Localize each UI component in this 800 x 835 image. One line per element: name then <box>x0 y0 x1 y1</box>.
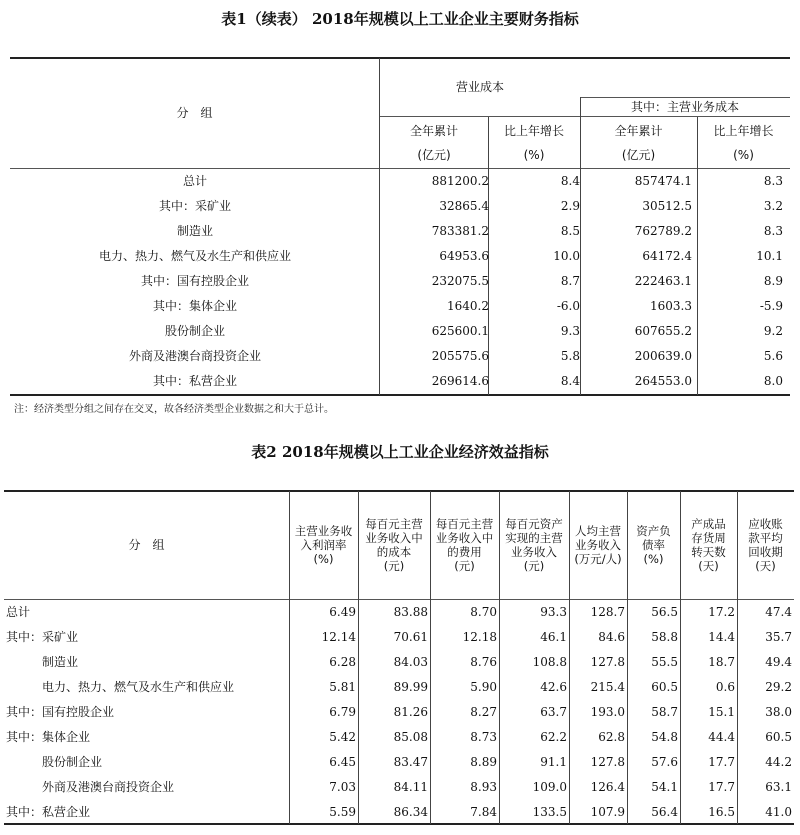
table2-cell: 62.2 <box>540 730 567 744</box>
table1-cell: 30512.5 <box>642 199 692 213</box>
table1-col-header: 比上年增长 <box>713 124 774 138</box>
table2-col-header: (元) <box>383 559 405 573</box>
table2-col-header: 每百元主营 <box>435 517 494 531</box>
table2-cell: 8.76 <box>470 655 497 669</box>
table2-cell: 56.4 <box>651 805 678 819</box>
table2-header-bottom-rule <box>4 599 794 600</box>
table2-cell: 55.5 <box>651 655 678 669</box>
table2-cell: 85.08 <box>393 730 428 744</box>
table2-col-header: 每百元主营 <box>365 517 423 531</box>
table2-cell: 70.61 <box>393 630 428 644</box>
table2-cell: 44.4 <box>708 730 735 744</box>
table2-col-header: 产成品 <box>691 517 726 531</box>
table2-cell: 47.4 <box>765 605 792 619</box>
table2-col-header: 入利润率 <box>300 538 347 552</box>
table1-row-label: 制造业 <box>176 224 213 238</box>
table2-cell: 60.5 <box>765 730 792 744</box>
table2-col-header: 主营业务收 <box>294 524 353 538</box>
table2-cell: 15.1 <box>708 705 735 719</box>
table2-cell: 57.6 <box>651 755 678 769</box>
table2-cell: 89.99 <box>393 680 428 694</box>
table2-cell: 54.1 <box>651 780 678 794</box>
table1-cell: 269614.6 <box>431 374 489 388</box>
table2-cell: 193.0 <box>590 705 625 719</box>
table2-col-header: (%) <box>313 552 334 566</box>
table2-cell: 6.28 <box>329 655 356 669</box>
table2-col-header: 存货周 <box>691 531 726 545</box>
table2-cell: 38.0 <box>765 705 792 719</box>
table1-col-unit: (%) <box>733 148 754 162</box>
table2-col-header: 的成本 <box>376 545 412 559</box>
table1-group-header: 分 组 <box>176 106 213 120</box>
table2-cell: 81.26 <box>393 705 428 719</box>
table2-col-header: (%) <box>643 552 664 566</box>
table2-cell: 60.5 <box>651 680 678 694</box>
table2-title: 表2 2018年规模以上工业企业经济效益指标 <box>251 443 549 461</box>
table2-cell: 41.0 <box>765 805 792 819</box>
table2-cell: 127.8 <box>590 755 625 769</box>
table1-colhead-rule <box>380 116 790 117</box>
table2-cell: 84.11 <box>393 780 428 794</box>
table2-col-header: 实现的主营 <box>505 531 563 545</box>
table1-cell: 2.9 <box>560 199 580 213</box>
table2-cell: 84.6 <box>598 630 625 644</box>
table2-col-header: 资产负 <box>636 524 671 538</box>
table1-cell: 3.2 <box>763 199 783 213</box>
table2-cell: 8.89 <box>470 755 497 769</box>
table1-cell: 264553.0 <box>634 374 692 388</box>
table2-row-label: 其中：采矿业 <box>6 630 79 644</box>
table2-cell: 17.7 <box>708 755 735 769</box>
table1-cell: 8.7 <box>560 274 580 288</box>
table1-row-label: 总计 <box>182 174 207 188</box>
table2-cell: 215.4 <box>590 680 625 694</box>
table1-cell: 881200.2 <box>431 174 489 188</box>
table2-cell: 58.7 <box>651 705 678 719</box>
table2-cell: 5.42 <box>329 730 356 744</box>
table1-cell: 8.4 <box>560 374 580 388</box>
table2-cell: 56.5 <box>651 605 678 619</box>
table2-cell: 133.5 <box>532 805 567 819</box>
table1-cell: 10.1 <box>756 249 783 263</box>
table1-cell: -6.0 <box>556 299 580 313</box>
table1-title: 表1（续表） 2018年规模以上工业企业主要财务指标 <box>221 10 579 28</box>
table1-cell: 64953.6 <box>439 249 489 263</box>
table2-col-header: 业务收入中 <box>365 531 423 545</box>
table2-cell: 16.5 <box>708 805 735 819</box>
table2-row-label: 其中：国有控股企业 <box>6 705 115 719</box>
table2-cell: 62.8 <box>598 730 625 744</box>
table1-sub-rule <box>580 97 790 98</box>
table2-top-rule <box>4 490 794 492</box>
table2-col-header: 债率 <box>642 538 665 552</box>
table2-cell: 8.93 <box>470 780 497 794</box>
table2-cell: 8.70 <box>470 605 497 619</box>
table1-top-rule <box>10 57 790 59</box>
table1-cell: 32865.4 <box>439 199 489 213</box>
table1-row-label: 其中：国有控股企业 <box>140 274 249 288</box>
table1-cell: 200639.0 <box>634 349 692 363</box>
table2-cell: 7.03 <box>329 780 356 794</box>
table2-col-header: (万元/人) <box>574 552 622 566</box>
table2-cell: 17.2 <box>708 605 735 619</box>
table1-row-label: 其中：集体企业 <box>152 299 237 313</box>
table2-cell: 63.7 <box>540 705 567 719</box>
table1-cell: 8.9 <box>763 274 783 288</box>
table2-cell: 5.59 <box>329 805 356 819</box>
table2-cell: 109.0 <box>532 780 567 794</box>
table2-cell: 63.1 <box>765 780 792 794</box>
table2-col-header: (天) <box>755 559 776 573</box>
table2-cell: 86.34 <box>393 805 428 819</box>
table2-row-label: 总计 <box>6 605 31 619</box>
table2-col-header: (天) <box>698 559 719 573</box>
table2-cell: 6.79 <box>329 705 356 719</box>
table2-row-label: 其中：集体企业 <box>6 730 91 744</box>
table1-cell: 5.6 <box>763 349 783 363</box>
table2-col-header: 业务收入 <box>511 545 557 559</box>
table1-cell: 783381.2 <box>431 224 489 238</box>
table1-cell: 5.8 <box>560 349 580 363</box>
table2-cell: 29.2 <box>765 680 792 694</box>
table2-col-header: 转天数 <box>691 545 726 559</box>
table2-col-header: 每百元资产 <box>505 517 563 531</box>
table2-cell: 0.6 <box>715 680 735 694</box>
table2-cell: 54.8 <box>651 730 678 744</box>
table2-cell: 93.3 <box>540 605 567 619</box>
table1-col-header: 全年累计 <box>409 124 458 138</box>
table1-cell: 232075.5 <box>431 274 489 288</box>
table2-col-header: 应收账 <box>748 517 783 531</box>
table1-cell: 8.5 <box>560 224 580 238</box>
table1-cell: -5.9 <box>759 299 783 313</box>
table2-cell: 83.88 <box>393 605 428 619</box>
table1-cell: 8.3 <box>763 174 783 188</box>
table1-header-sub: 其中：主营业务成本 <box>630 100 739 114</box>
table1-bottom-rule <box>10 394 790 396</box>
table2-cell: 12.18 <box>462 630 497 644</box>
table1-cell: 625600.1 <box>431 324 489 338</box>
table1-col-header: 全年累计 <box>614 124 663 138</box>
table1-col-unit: (%) <box>523 148 545 162</box>
table2-cell: 126.4 <box>590 780 625 794</box>
table2-cell: 84.03 <box>393 655 428 669</box>
table2-cell: 91.1 <box>540 755 567 769</box>
table2-cell: 46.1 <box>540 630 567 644</box>
table2-cell: 108.8 <box>532 655 567 669</box>
table2-cell: 17.7 <box>708 780 735 794</box>
table2-col-header: 业务收入中 <box>435 531 494 545</box>
table2-col-header: 的费用 <box>447 545 482 559</box>
table1-cell: 762789.2 <box>634 224 692 238</box>
table2-col-header: (元) <box>523 559 545 573</box>
table2-cell: 58.8 <box>651 630 678 644</box>
table2-cell: 5.81 <box>329 680 356 694</box>
table1-cell: 222463.1 <box>634 274 692 288</box>
table2-col-header: 回收期 <box>748 545 783 559</box>
table1-col-header: 比上年增长 <box>503 124 564 138</box>
table2-cell: 44.2 <box>765 755 792 769</box>
table2-row-label: 制造业 <box>42 655 79 669</box>
table2-bottom-rule <box>4 823 794 825</box>
table1-header-bottom-rule <box>10 168 790 169</box>
table2-cell: 128.7 <box>590 605 625 619</box>
table1-cell: 8.3 <box>763 224 783 238</box>
table2-cell: 14.4 <box>708 630 735 644</box>
table2-cell: 6.45 <box>329 755 356 769</box>
table2-cell: 12.14 <box>321 630 356 644</box>
table2-cell: 35.7 <box>765 630 792 644</box>
table1-row-label: 股份制企业 <box>164 324 225 338</box>
table1-row-label: 其中：采矿业 <box>158 199 231 213</box>
table2-cell: 8.27 <box>470 705 497 719</box>
table2-cell: 49.4 <box>765 655 792 669</box>
table2-cell: 8.73 <box>470 730 497 744</box>
table1-col-unit: (亿元) <box>621 148 656 162</box>
table1-cell: 607655.2 <box>634 324 692 338</box>
table2-cell: 83.47 <box>393 755 428 769</box>
table1-row-label: 外商及港澳台商投资企业 <box>128 349 261 363</box>
table2-cell: 7.84 <box>470 805 497 819</box>
table2-col-header: 人均主营 <box>575 524 621 538</box>
table2-cell: 42.6 <box>540 680 567 694</box>
table1-vline <box>379 58 380 395</box>
table1-header-main: 营业成本 <box>455 80 504 94</box>
table1-cell: 857474.1 <box>634 174 692 188</box>
table1-vline <box>580 97 581 395</box>
table2-col-header: (元) <box>454 559 475 573</box>
table2-group-header: 分 组 <box>128 538 165 552</box>
table1-cell: 1640.2 <box>447 299 489 313</box>
table1-cell: 9.3 <box>560 324 580 338</box>
table1-note: 注：经济类型分组之间存在交叉，故各经济类型企业数据之和大于总计。 <box>14 404 334 415</box>
table2-row-label: 外商及港澳台商投资企业 <box>42 780 175 794</box>
table2-col-header: 业务收入 <box>575 538 621 552</box>
table1-cell: 205575.6 <box>431 349 489 363</box>
table2-row-label: 电力、热力、燃气及水生产和供应业 <box>42 680 235 694</box>
table2-cell: 5.90 <box>470 680 497 694</box>
table2-cell: 107.9 <box>590 805 625 819</box>
table1-cell: 8.0 <box>763 374 783 388</box>
table1-cell: 1603.3 <box>650 299 692 313</box>
table2-col-header: 款平均 <box>748 531 783 545</box>
table1-cell: 10.0 <box>553 249 580 263</box>
table2-cell: 127.8 <box>590 655 625 669</box>
table1-cell: 64172.4 <box>642 249 692 263</box>
table1-cell: 8.4 <box>560 174 580 188</box>
table2-row-label: 其中：私营企业 <box>6 805 91 819</box>
table1-row-label: 其中：私营企业 <box>152 374 237 388</box>
table1-cell: 9.2 <box>763 324 783 338</box>
table1-col-unit: (亿元) <box>417 148 451 162</box>
table2-row-label: 股份制企业 <box>42 755 103 769</box>
table2-cell: 6.49 <box>329 605 356 619</box>
table2-cell: 18.7 <box>708 655 735 669</box>
table1-row-label: 电力、热力、燃气及水生产和供应业 <box>98 249 291 263</box>
